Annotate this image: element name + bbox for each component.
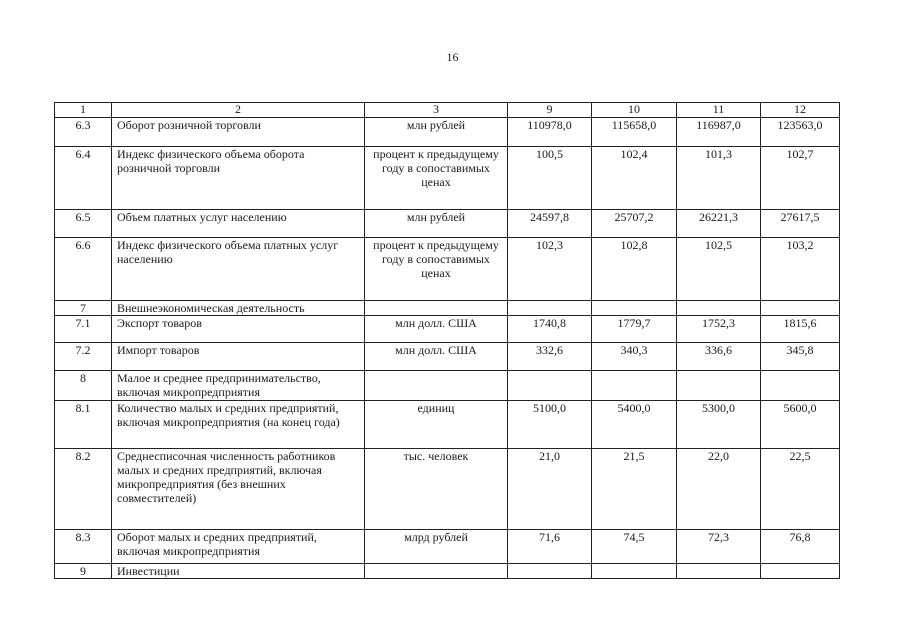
value-cell: 102,7 xyxy=(761,147,840,210)
value-cell: 101,3 xyxy=(677,147,761,210)
value-cell: 5300,0 xyxy=(677,401,761,449)
value-cell xyxy=(508,301,592,316)
value-cell: 5100,0 xyxy=(508,401,592,449)
table-row xyxy=(55,371,840,401)
unit-cell: млн рублей xyxy=(365,118,508,147)
value-cell: 71,6 xyxy=(508,530,592,564)
value-cell: 332,6 xyxy=(508,343,592,371)
unit-cell: процент к предыдущему году в сопоставимых ценах xyxy=(365,147,508,210)
row-number: 8 xyxy=(55,371,112,401)
table-row xyxy=(55,118,840,147)
value-cell: 102,4 xyxy=(592,147,677,210)
table-header-row xyxy=(55,103,840,118)
unit-cell: тыс. человек xyxy=(365,449,508,530)
statistics-table xyxy=(54,102,840,579)
table-row xyxy=(55,316,840,343)
table-header-cell: 10 xyxy=(592,103,677,118)
value-cell xyxy=(592,564,677,579)
value-cell xyxy=(677,371,761,401)
table-row xyxy=(55,147,840,210)
indicator-name: Оборот малых и средних предприятий, включая микропредприятия xyxy=(112,530,365,564)
table-header-cell: 3 xyxy=(365,103,508,118)
value-cell: 26221,3 xyxy=(677,210,761,238)
value-cell: 115658,0 xyxy=(592,118,677,147)
unit-cell: млн долл. США xyxy=(365,343,508,371)
value-cell: 110978,0 xyxy=(508,118,592,147)
value-cell xyxy=(592,371,677,401)
table-row xyxy=(55,564,840,579)
value-cell: 27617,5 xyxy=(761,210,840,238)
unit-cell: млн долл. США xyxy=(365,316,508,343)
indicator-name: Индекс физического объема оборота розничной торговли xyxy=(112,147,365,210)
value-cell: 102,5 xyxy=(677,238,761,301)
table-row xyxy=(55,449,840,530)
value-cell: 76,8 xyxy=(761,530,840,564)
value-cell xyxy=(761,301,840,316)
indicator-name: Экспорт товаров xyxy=(112,316,365,343)
value-cell: 116987,0 xyxy=(677,118,761,147)
value-cell: 5400,0 xyxy=(592,401,677,449)
table-header-cell: 1 xyxy=(55,103,112,118)
row-number: 8.1 xyxy=(55,401,112,449)
indicator-name: Объем платных услуг населению xyxy=(112,210,365,238)
value-cell: 72,3 xyxy=(677,530,761,564)
table-row xyxy=(55,301,840,316)
row-number: 6.5 xyxy=(55,210,112,238)
value-cell: 1815,6 xyxy=(761,316,840,343)
value-cell: 336,6 xyxy=(677,343,761,371)
row-number: 6.6 xyxy=(55,238,112,301)
unit-cell: млн рублей xyxy=(365,210,508,238)
value-cell: 340,3 xyxy=(592,343,677,371)
unit-cell xyxy=(365,564,508,579)
row-number: 8.3 xyxy=(55,530,112,564)
table-header-cell: 11 xyxy=(677,103,761,118)
value-cell xyxy=(508,564,592,579)
indicator-name: Импорт товаров xyxy=(112,343,365,371)
table-row xyxy=(55,238,840,301)
indicator-name: Малое и среднее предпринимательство, включая микропредприятия xyxy=(112,371,365,401)
value-cell xyxy=(677,301,761,316)
value-cell: 345,8 xyxy=(761,343,840,371)
value-cell: 102,8 xyxy=(592,238,677,301)
unit-cell: единиц xyxy=(365,401,508,449)
unit-cell xyxy=(365,301,508,316)
row-number: 6.4 xyxy=(55,147,112,210)
value-cell: 25707,2 xyxy=(592,210,677,238)
table-row xyxy=(55,343,840,371)
unit-cell: млрд рублей xyxy=(365,530,508,564)
indicator-name: Количество малых и средних предприятий, включая микропредприятия (на конец года) xyxy=(112,401,365,449)
value-cell: 5600,0 xyxy=(761,401,840,449)
table-row xyxy=(55,530,840,564)
table-header-cell: 9 xyxy=(508,103,592,118)
indicator-name: Оборот розничной торговли xyxy=(112,118,365,147)
value-cell xyxy=(761,371,840,401)
table-header-cell: 12 xyxy=(761,103,840,118)
row-number: 7.1 xyxy=(55,316,112,343)
table-row xyxy=(55,401,840,449)
table-header-cell: 2 xyxy=(112,103,365,118)
value-cell: 1752,3 xyxy=(677,316,761,343)
value-cell xyxy=(677,564,761,579)
page-number: 16 xyxy=(446,50,459,64)
value-cell: 103,2 xyxy=(761,238,840,301)
row-number: 8.2 xyxy=(55,449,112,530)
row-number: 6.3 xyxy=(55,118,112,147)
value-cell: 123563,0 xyxy=(761,118,840,147)
row-number: 7.2 xyxy=(55,343,112,371)
indicator-name: Инвестиции xyxy=(112,564,365,579)
value-cell: 21,5 xyxy=(592,449,677,530)
unit-cell: процент к предыдущему году в сопоставимых ценах xyxy=(365,238,508,301)
unit-cell xyxy=(365,371,508,401)
value-cell: 100,5 xyxy=(508,147,592,210)
indicator-name: Внешнеэкономическая деятельность xyxy=(112,301,365,316)
value-cell: 102,3 xyxy=(508,238,592,301)
value-cell xyxy=(592,301,677,316)
value-cell: 24597,8 xyxy=(508,210,592,238)
indicator-name: Среднесписочная численность работников малых и средних предприятий, включая микропредприятия (без внешних совместителей) xyxy=(112,449,365,530)
value-cell: 74,5 xyxy=(592,530,677,564)
value-cell xyxy=(508,371,592,401)
value-cell: 22,5 xyxy=(761,449,840,530)
indicator-name: Индекс физического объема платных услуг населению xyxy=(112,238,365,301)
table-row xyxy=(55,210,840,238)
row-number: 9 xyxy=(55,564,112,579)
value-cell: 22,0 xyxy=(677,449,761,530)
value-cell: 1740,8 xyxy=(508,316,592,343)
value-cell xyxy=(761,564,840,579)
value-cell: 1779,7 xyxy=(592,316,677,343)
row-number: 7 xyxy=(55,301,112,316)
value-cell: 21,0 xyxy=(508,449,592,530)
